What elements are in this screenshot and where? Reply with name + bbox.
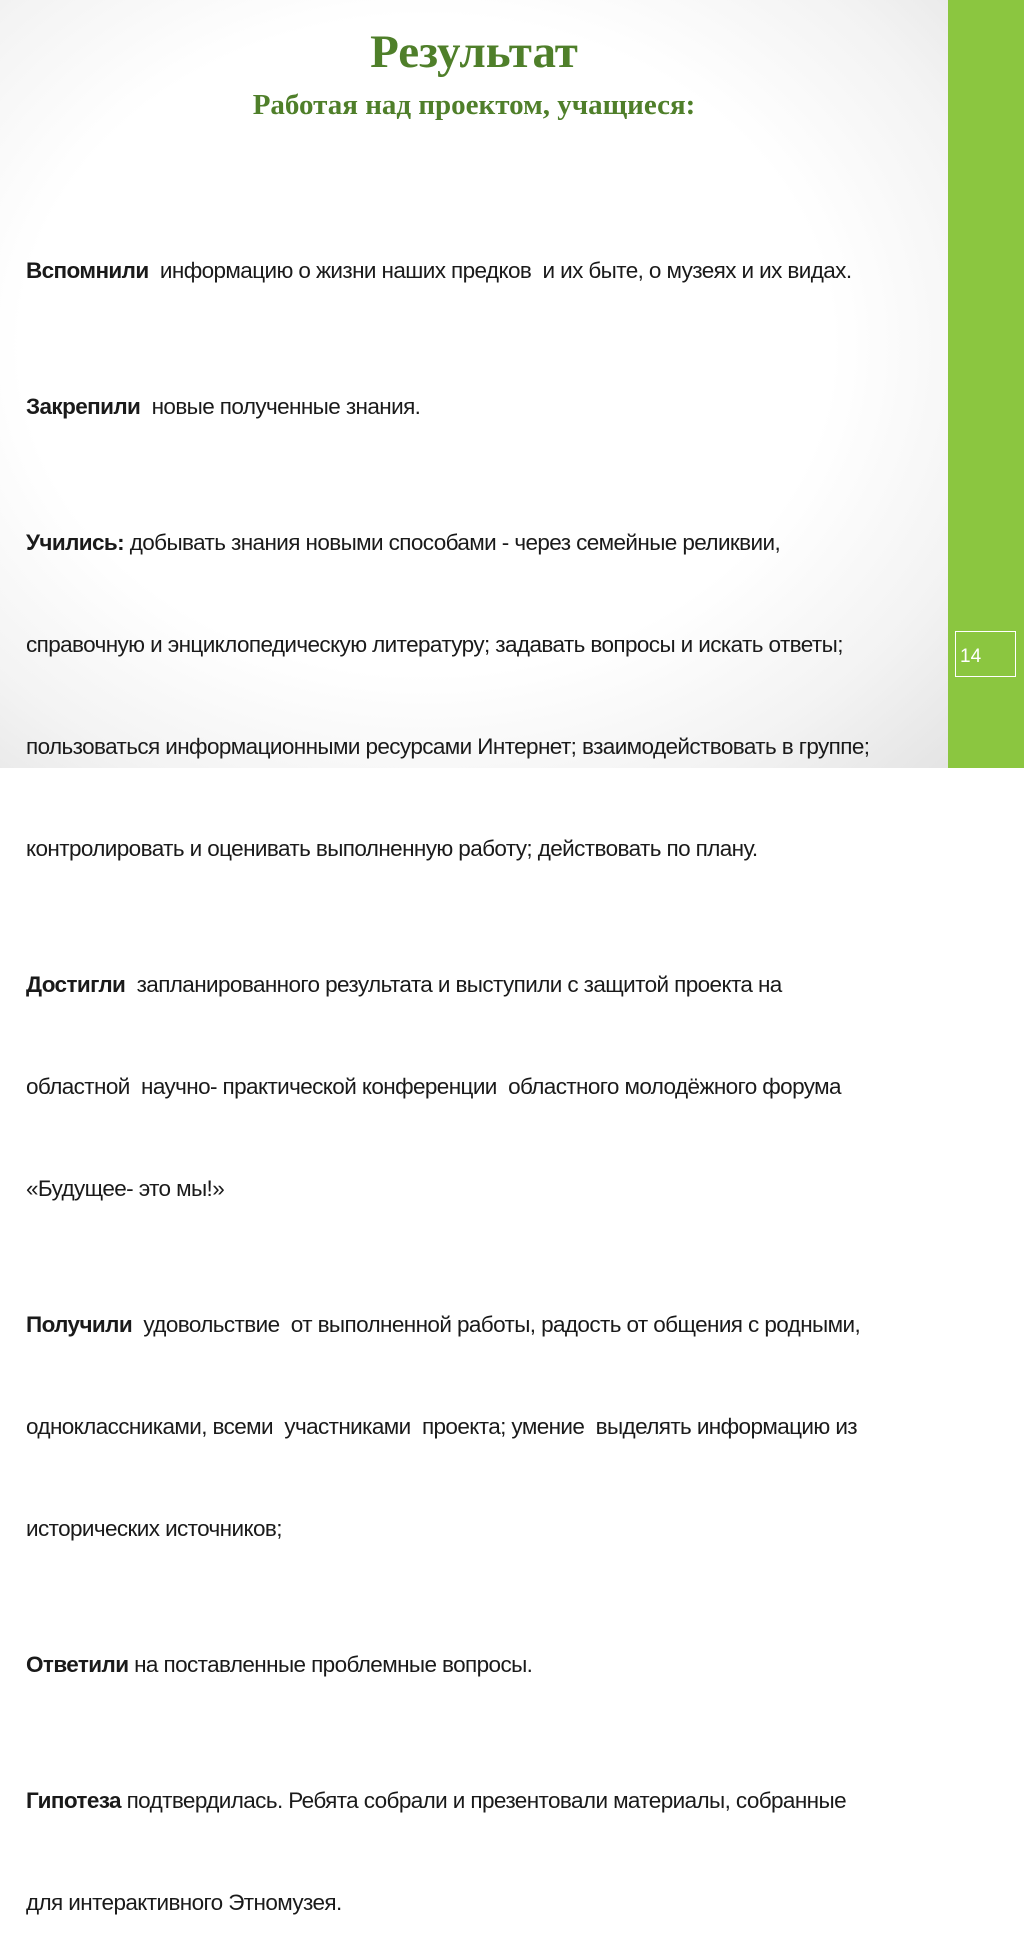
term-received: Получили: [26, 1312, 133, 1337]
text-line: [26, 526, 946, 560]
item-text: на поставленные проблемные вопросы.: [128, 1652, 533, 1677]
item-text: подтвердилась. Ребята собрали и презентовали материалы, собранные: [120, 1788, 846, 1813]
item-text: новые полученные знания.: [140, 394, 421, 419]
text-line: [26, 390, 946, 424]
term-achieved: Достигли: [26, 972, 126, 997]
term-consolidated: Закрепили: [26, 394, 141, 419]
term-learned: Учились:: [26, 530, 125, 555]
text-line: [26, 968, 946, 1002]
text-line: «Будущее- это мы!»: [26, 1176, 225, 1201]
item-text: добывать знания новыми способами - через семейные реликвии,: [124, 530, 781, 555]
text-line: одноклассниками, всеми участниками проекта; умение выделять информацию из: [26, 1414, 858, 1439]
text-line: [26, 1784, 946, 1818]
text-line: исторических источников;: [26, 1516, 282, 1541]
text-line: [26, 1308, 946, 1342]
term-answered: Ответили: [26, 1652, 129, 1677]
results-text-body: [26, 152, 946, 1954]
term-remembered: Вспомнили: [26, 258, 149, 283]
text-line: [26, 254, 946, 288]
item-text: удовольствие от выполненной работы, радость от общения с родными,: [132, 1312, 861, 1337]
slide-number: 14: [955, 631, 1016, 677]
text-line: областной научно- практической конференции областного молодёжного форума: [26, 1074, 841, 1099]
text-line: справочную и энциклопедическую литературу; задавать вопросы и искать ответы;: [26, 632, 843, 657]
text-line: контролировать и оценивать выполненную работу; действовать по плану.: [26, 836, 758, 861]
item-text: запланированного результата и выступили с защитой проекта на: [125, 972, 782, 997]
item-text: информацию о жизни наших предков и их быте, о музеях и их видах.: [148, 258, 852, 283]
slide-subtitle: Работая над проектом, учащиеся:: [252, 89, 696, 121]
text-line: [26, 1648, 946, 1682]
text-line: для интерактивного Этномузея.: [26, 1890, 342, 1915]
term-hypothesis: Гипотеза: [26, 1788, 121, 1813]
slide-title: Результат: [370, 26, 578, 78]
text-line: пользоваться информационными ресурсами Интернет; взаимодействовать в группе;: [26, 734, 870, 759]
